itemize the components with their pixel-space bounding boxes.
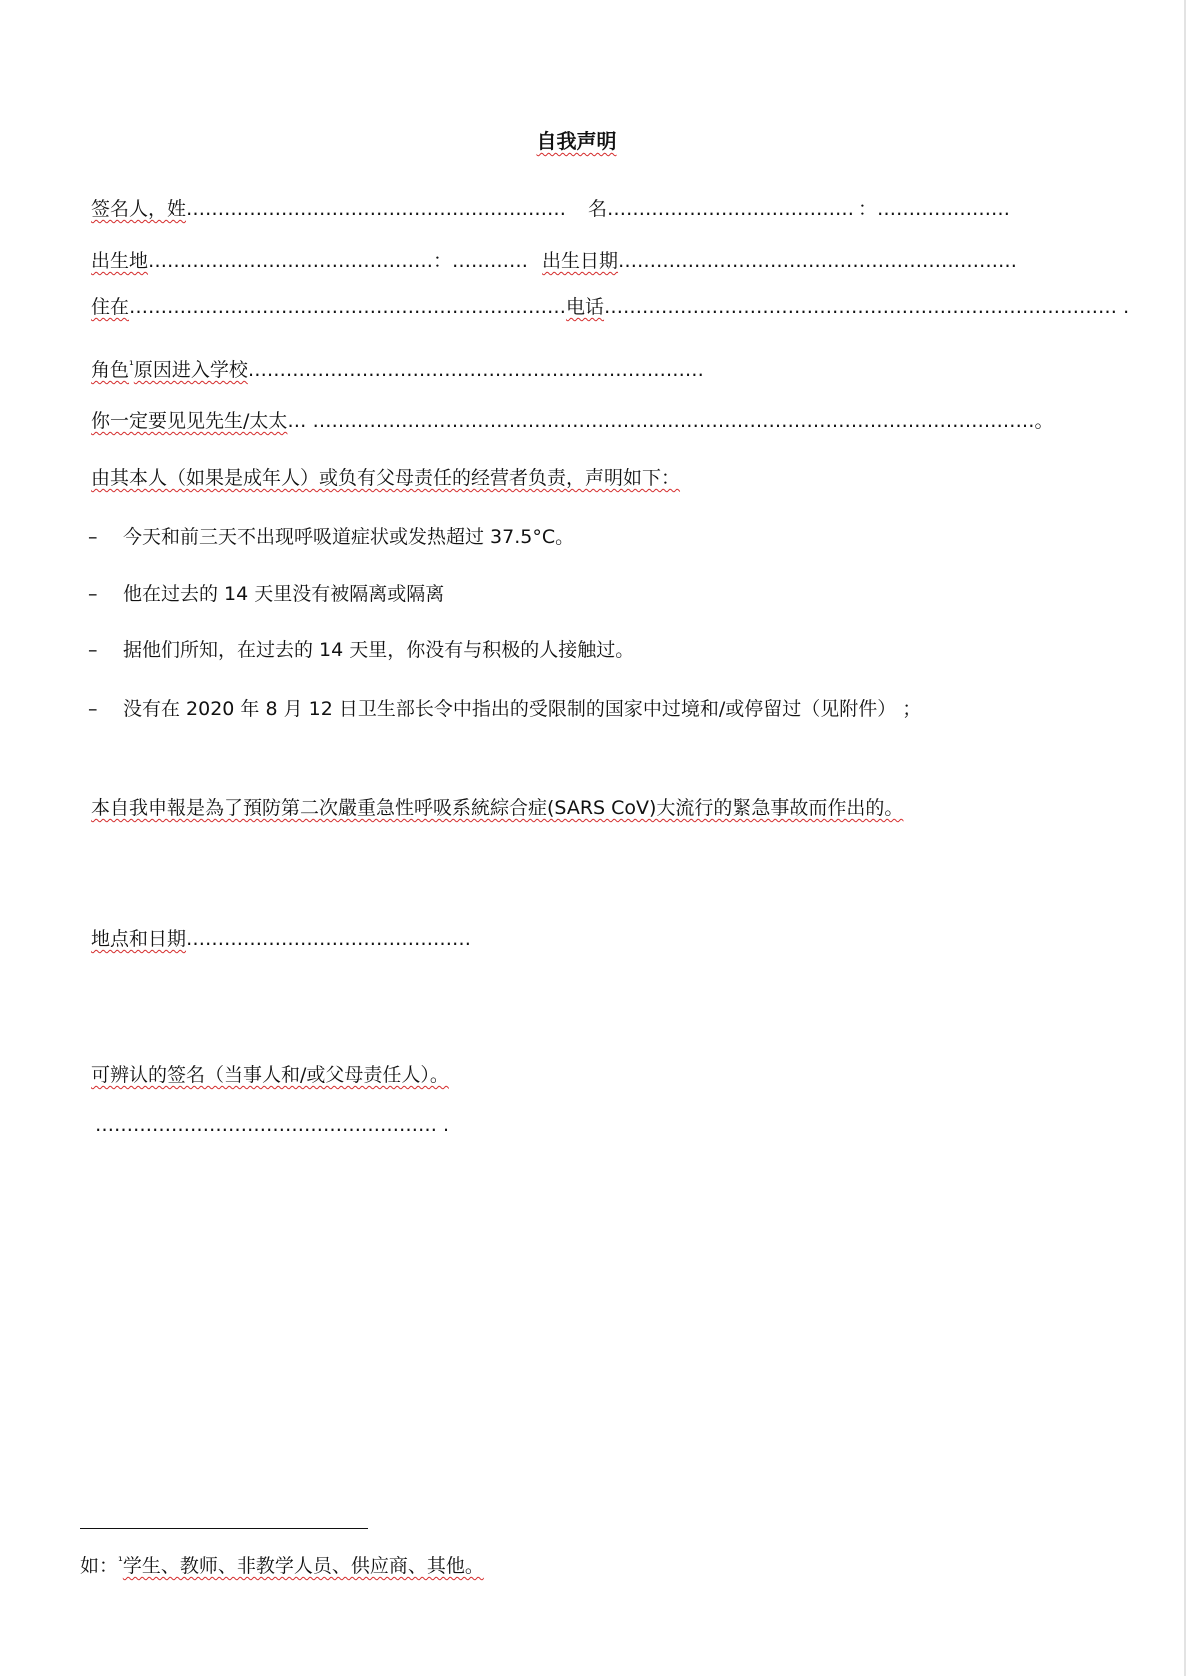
name-dots: ………………………………… — [607, 198, 855, 220]
footnote-mark: ¹ — [118, 1554, 123, 1568]
signer-line — [91, 196, 1010, 222]
phone-label: 电话 — [566, 296, 605, 318]
statement-text: 本自我申報是為了預防第二次嚴重急性呼吸系統綜合症(SARS CoV)大流行的緊急事故而作出的。 — [91, 797, 904, 819]
statement-line — [91, 795, 903, 821]
footnote — [80, 1548, 484, 1579]
meet-line — [91, 408, 1053, 434]
colon-dots: ：………………… — [858, 198, 1011, 220]
signature-label: 可辨认的签名（当事人和/或父母责任人）。 — [91, 1064, 449, 1086]
birthdate-dots: ……………………………………………………… — [618, 250, 1018, 272]
declaration-intro-text: 由其本人（如果是成年人）或负有父母责任的经营者负责，声明如下： — [91, 467, 681, 489]
birthplace-dots: ………………………………………：………… — [148, 250, 529, 272]
place-date-dots: ……………………………………… — [186, 928, 472, 950]
bullet-text: 他在过去的 14 天里没有被隔离或隔离 — [123, 583, 445, 605]
role-prefix: 角色 — [91, 359, 130, 381]
signer-dots: …………………………………………………… — [186, 198, 567, 220]
bullet-dash: – — [88, 583, 98, 605]
bullet-dash: – — [88, 639, 98, 661]
residence-dots: …………………………………………………………… — [129, 296, 567, 318]
footnote-text: 学生、教师、非教学人员、供应商、其他。 — [122, 1555, 484, 1577]
birthdate-label: 出生日期 — [542, 250, 619, 272]
place-date-line — [91, 926, 471, 952]
page-title — [0, 127, 1153, 155]
signature-blank — [95, 1112, 449, 1138]
role-line — [91, 352, 704, 383]
role-label: 原因进入学校 — [133, 359, 248, 381]
role-footnote-mark: ¹ — [129, 358, 134, 372]
signature-line — [91, 1062, 449, 1088]
bullet-dash: – — [88, 526, 98, 548]
residence-label: 住在 — [91, 296, 130, 318]
residence-line — [91, 294, 1129, 320]
place-date-label: 地点和日期 — [91, 928, 187, 950]
phone-dots: ……………………………………………………………………… . — [604, 296, 1130, 318]
role-dots: ……………………………………………………………… — [247, 359, 704, 381]
bullet-text: 据他们所知，在过去的 14 天里，你没有与积极的人接触过。 — [123, 639, 635, 661]
bullet-text: 今天和前三天不出现呼吸道症状或发热超过 37.5°C。 — [123, 526, 575, 548]
footnote-prefix: 如： — [80, 1555, 119, 1577]
footnote-separator — [80, 1528, 368, 1529]
signer-label: 签名人，姓 — [91, 198, 187, 220]
birth-line — [91, 248, 1017, 274]
name-label: 名 — [588, 198, 608, 220]
meet-dots: … ……………………………………………………………………………………………………。 — [287, 410, 1054, 432]
bullet-text: 没有在 2020 年 8 月 12 日卫生部长令中指出的受限制的国家中过境和/或停留过（见附件） ； — [123, 698, 922, 720]
signature-dots: ……………………………………………… . — [95, 1114, 450, 1136]
birthplace-label: 出生地 — [91, 250, 149, 272]
bullet-dash: – — [88, 698, 98, 720]
meet-label: 你一定要见见先生/太太 — [91, 410, 288, 432]
title-text: 自我声明 — [536, 129, 617, 153]
declaration-intro — [91, 465, 680, 491]
